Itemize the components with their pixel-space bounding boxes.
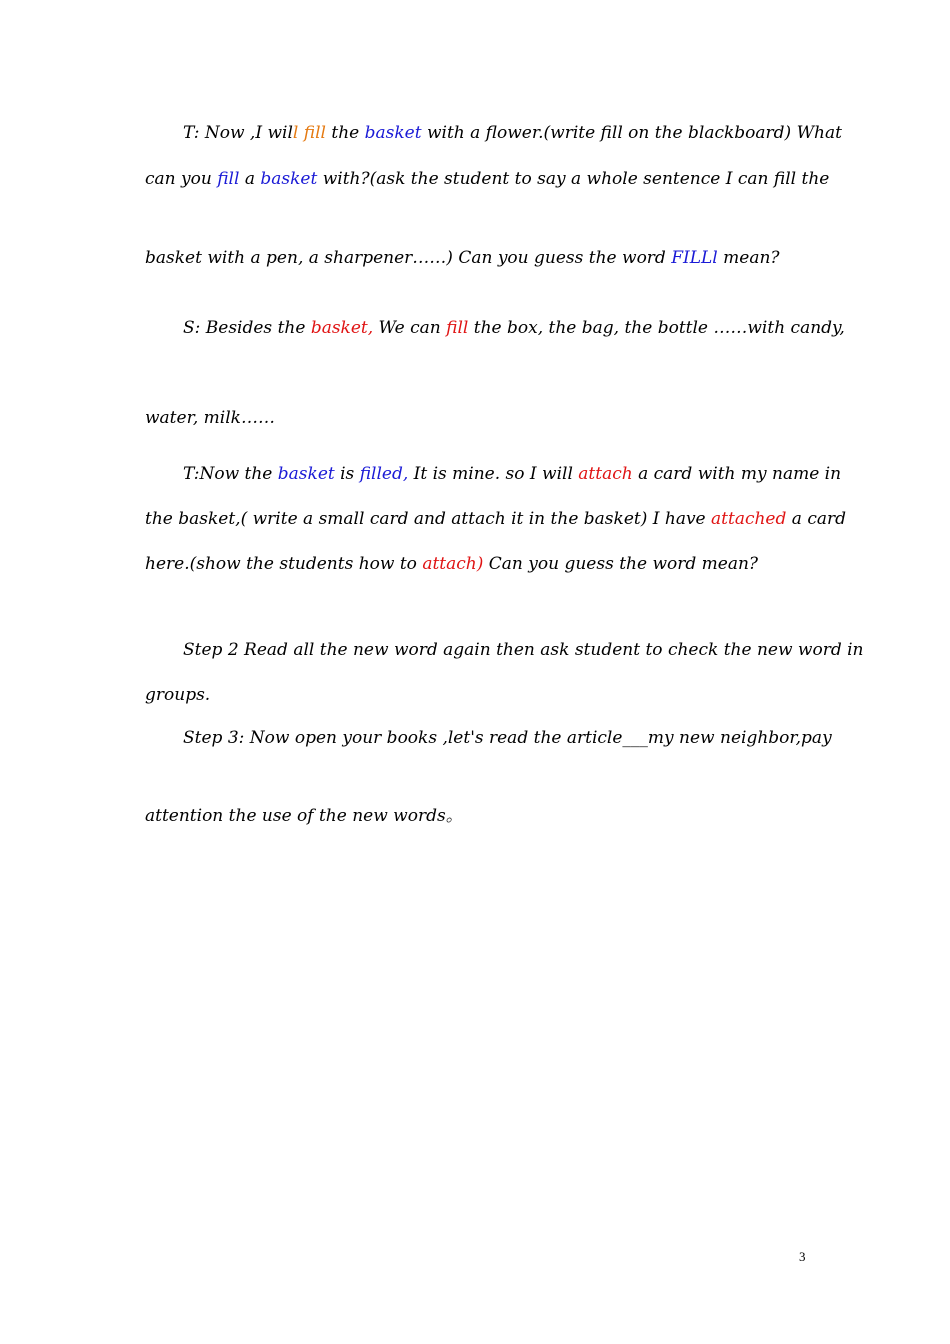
- keyword-attached: attached: [711, 509, 787, 529]
- text: It is mine. so I will: [408, 464, 579, 484]
- text: can you: [145, 169, 218, 189]
- text: with a flower.(write fill on the blackboard) What: [421, 123, 842, 143]
- keyword-fill: fill: [217, 169, 240, 189]
- text: a card with my name in: [632, 464, 842, 484]
- text: T: Now ,I wil: [183, 123, 293, 143]
- text: Can you guess the word mean?: [483, 554, 759, 574]
- step3-line1: Step 3: Now open your books ,let's read the article___my new neighbor,pay: [183, 728, 832, 748]
- keyword-basket: basket: [364, 123, 422, 143]
- keyword-attach: attach: [578, 464, 633, 484]
- step2-line2: groups.: [145, 685, 211, 705]
- text: T:Now the: [183, 464, 278, 484]
- text: here.(show the students how to: [145, 554, 423, 574]
- text: the: [325, 123, 365, 143]
- text: mean?: [717, 248, 780, 268]
- text: We can: [373, 318, 447, 338]
- keyword-attach: attach): [422, 554, 484, 574]
- keyword-basket: basket: [277, 464, 335, 484]
- paragraph3-line1: [183, 463, 841, 485]
- text: with?(ask the student to say a whole sentence I can fill the: [317, 169, 830, 189]
- keyword-filled: filled,: [359, 464, 409, 484]
- paragraph2-line2: water, milk……: [145, 408, 275, 428]
- keyword-basket: basket,: [310, 318, 374, 338]
- text: the box, the bag, the bottle ……with candy,: [468, 318, 845, 338]
- step3-line2: attention the use of the new words。: [145, 806, 463, 826]
- paragraph1-line2: [145, 168, 829, 190]
- text: S: Besides the: [183, 318, 311, 338]
- paragraph3-line2: [145, 508, 846, 530]
- paragraph3-line3: [145, 553, 758, 575]
- keyword-filll: FILLl: [671, 248, 718, 268]
- text: basket with a pen, a sharpener……) Can you guess the word: [145, 248, 672, 268]
- keyword-basket: basket: [260, 169, 318, 189]
- paragraph1-line1: [183, 122, 842, 144]
- text: a card: [786, 509, 846, 529]
- page-number: 3: [799, 1249, 806, 1264]
- paragraph2-line1: [183, 317, 845, 339]
- step2-line1: Step 2 Read all the new word again then ask student to check the new word in: [183, 640, 864, 660]
- paragraph1-line3: [145, 247, 780, 269]
- text: a: [239, 169, 261, 189]
- keyword-fill: fill: [446, 318, 469, 338]
- text: is: [334, 464, 360, 484]
- text: the basket,( write a small card and attach it in the basket) I have: [145, 509, 712, 529]
- keyword-fill: l fill: [292, 123, 326, 143]
